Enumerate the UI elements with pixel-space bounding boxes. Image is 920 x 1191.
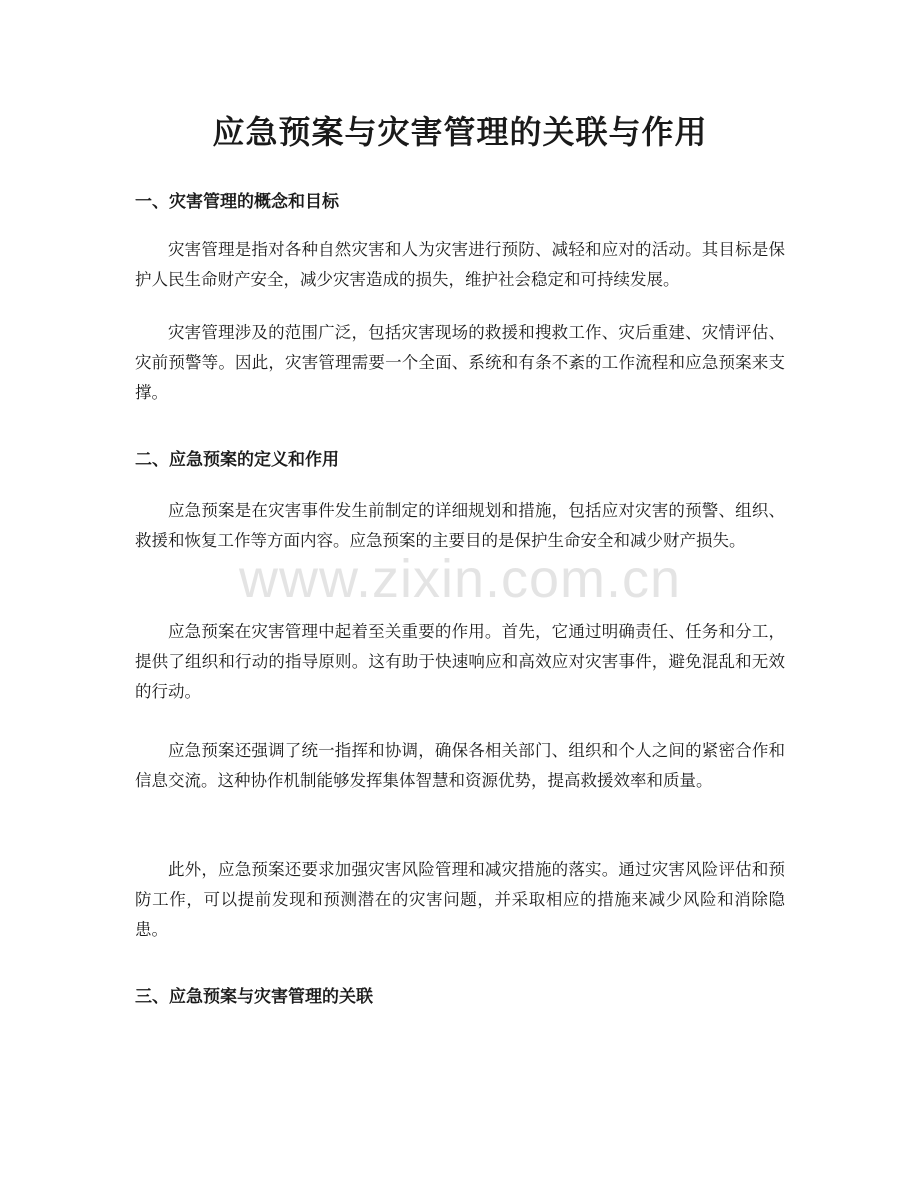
paragraph: 应急预案是在灾害事件发生前制定的详细规划和措施，包括应对灾害的预警、组织、救援和恢复工作等方面内容。应急预案的主要目的是保护生命安全和减少财产损失。	[135, 501, 785, 550]
section-heading-2: 二、应急预案的定义和作用	[135, 450, 339, 470]
paragraph: 灾害管理涉及的范围广泛，包括灾害现场的救援和搜救工作、灾后重建、灾情评估、灾前预警等。因此，灾害管理需要一个全面、系统和有条不紊的工作流程和应急预案来支撑。	[135, 323, 785, 402]
paragraph: 此外，应急预案还要求加强灾害风险管理和减灾措施的落实。通过灾害风险评估和预防工作，可以提前发现和预测潜在的灾害问题，并采取相应的措施来减少风险和消除隐患。	[135, 860, 785, 939]
paragraph: 应急预案在灾害管理中起着至关重要的作用。首先，它通过明确责任、任务和分工，提供了组织和行动的指导原则。这有助于快速响应和高效应对灾害事件，避免混乱和无效的行动。	[135, 622, 785, 701]
paragraph: 应急预案还强调了统一指挥和协调，确保各相关部门、组织和个人之间的紧密合作和信息交流。这种协作机制能够发挥集体智慧和资源优势，提高救援效率和质量。	[135, 741, 785, 790]
watermark: www.zixin.com.cn	[238, 549, 682, 609]
paragraph: 灾害管理是指对各种自然灾害和人为灾害进行预防、减轻和应对的活动。其目标是保护人民生命财产安全，减少灾害造成的损失，维护社会稳定和可持续发展。	[135, 240, 785, 289]
document-title: 应急预案与灾害管理的关联与作用	[212, 113, 708, 151]
section-heading-3: 三、应急预案与灾害管理的关联	[135, 987, 373, 1007]
section-heading-1: 一、灾害管理的概念和目标	[135, 192, 339, 212]
